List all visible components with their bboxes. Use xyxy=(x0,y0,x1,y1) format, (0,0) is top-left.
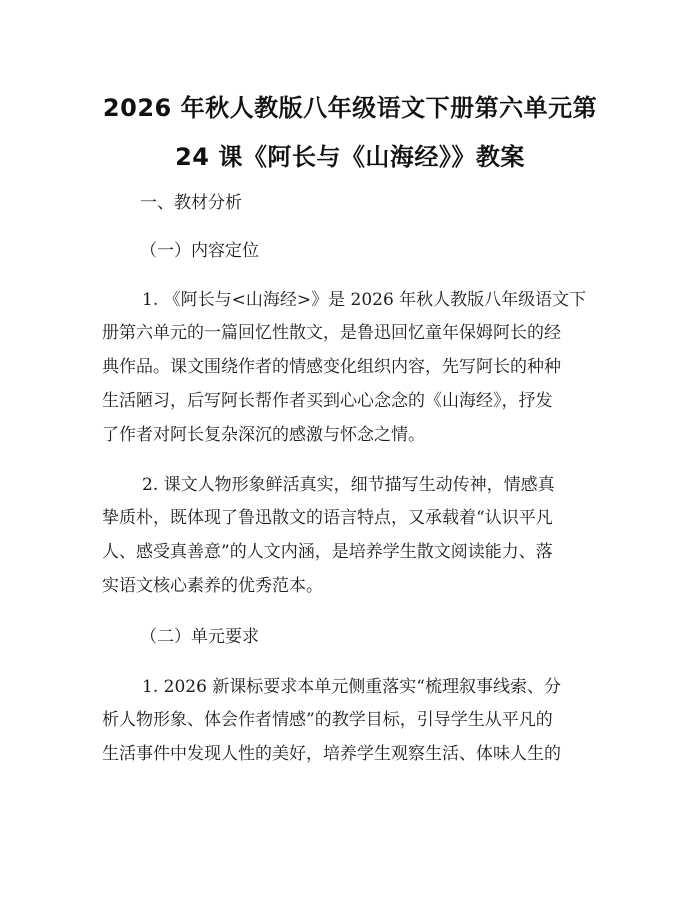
paragraph-3-line-2: 析人物形象、体会作者情感”的教学目标，引导学生从平凡的 xyxy=(102,710,553,730)
paragraph-2-line-3: 人、感受真善意”的人文内涵，是培养学生散文阅读能力、落 xyxy=(102,542,553,562)
paragraph-1-line-5: 了作者对阿长复杂深沉的感激与怀念之情。 xyxy=(102,425,425,445)
subsection-heading-unit: （二）单元要求 xyxy=(140,627,259,647)
paragraph-2-line-2: 挚质朴，既体现了鲁迅散文的语言特点，又承载着“认识平凡 xyxy=(102,508,553,528)
title-line-1: 2026 年秋人教版八年级语文下册第六单元第 xyxy=(102,94,598,122)
paragraph-1-line-1: 1. 《阿长与<山海经>》是 2026 年秋人教版八年级语文下 xyxy=(142,290,587,310)
paragraph-1-line-2: 册第六单元的一篇回忆性散文，是鲁迅回忆童年保姆阿长的经 xyxy=(102,323,561,343)
paragraph-3-line-1: 1. 2026 新课标要求本单元侧重落实“梳理叙事线索、分 xyxy=(142,677,561,697)
paragraph-1-line-3: 典作品。课文围绕作者的情感变化组织内容，先写阿长的种种 xyxy=(102,357,561,377)
paragraph-2-line-4: 实语文核心素养的优秀范本。 xyxy=(102,576,323,596)
section-heading: 一、教材分析 xyxy=(140,193,242,213)
paragraph-2-line-1: 2. 课文人物形象鲜活真实，细节描写生动传神，情感真 xyxy=(142,475,555,495)
subsection-heading-content: （一）内容定位 xyxy=(140,241,259,261)
paragraph-1-line-4: 生活陋习，后写阿长帮作者买到心心念念的《山海经》，抒发 xyxy=(102,391,553,411)
title-line-2: 24 课《阿长与《山海经》》教案 xyxy=(175,143,525,171)
paragraph-3-line-3: 生活事件中发现人性的美好，培养学生观察生活、体味人生的 xyxy=(102,744,561,764)
